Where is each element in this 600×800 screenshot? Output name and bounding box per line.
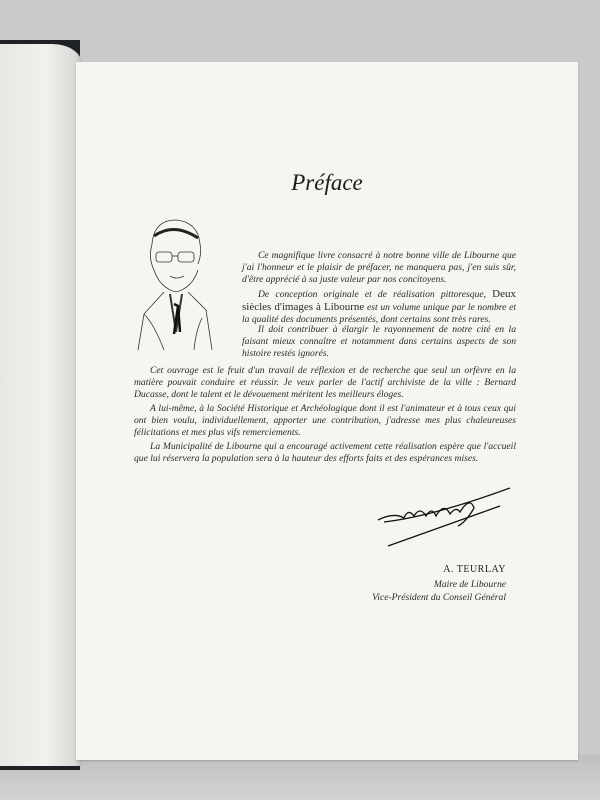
left-page xyxy=(0,44,82,766)
paragraph-text: est un volume unique par le nombre et la qualité des documents présentés, dont certains sont très rares. xyxy=(242,302,516,325)
book-title: Deux siècles d'images à Libourne xyxy=(242,288,516,313)
page-title: Préface xyxy=(291,170,363,195)
preface-paragraph: Il doit contribuer à élargir le rayonnement de notre cité en la faisant mieux connaître et notamment dans certains aspects de son histoire restés ignorés. xyxy=(242,324,516,359)
handwritten-signature xyxy=(374,482,514,552)
signatory-role: Vice-Président du Conseil Général xyxy=(372,592,506,603)
portrait-sketch-image xyxy=(134,214,214,352)
preface-paragraph: La Municipalité de Libourne qui a encouragé activement cette réalisation espère que l'accueil que lui réservera la population sera à la hauteur des efforts faits et des espérances mises. xyxy=(134,441,516,464)
preface-page xyxy=(76,62,578,760)
signatory-name: A. TEURLAY xyxy=(443,564,506,575)
preface-paragraph: Ce magnifique livre consacré à notre bonne ville de Libourne que j'ai l'honneur et le plaisir de préfacer, ne manquera pas, j'en suis sûr, d'être apprécié à sa juste valeur par nos concitoyens. xyxy=(242,250,516,285)
preface-paragraph: A lui-même, à la Société Historique et Archéologique dont il est l'animateur et à tous ceux qui ont bien voulu, individuellement, apporter une contribution, j'adresse mes plus chaleureuses félicitations et mes plus vifs remerciements. xyxy=(134,403,516,438)
paragraph-text: De conception originale et de réalisation pittoresque, xyxy=(258,289,493,300)
table-surface xyxy=(0,755,600,800)
preface-paragraph: Cet ouvrage est le fruit d'un travail de réflexion et de recherche que seul un orfèvre en la matière pouvait conduire et réussir. Je veux parler de l'actif archiviste de la ville : Bernard Ducasse, dont le talent et le dévouement méritent les meilleurs éloges. xyxy=(134,365,516,400)
signatory-role: Maire de Libourne xyxy=(433,579,506,590)
preface-paragraph xyxy=(242,288,516,326)
